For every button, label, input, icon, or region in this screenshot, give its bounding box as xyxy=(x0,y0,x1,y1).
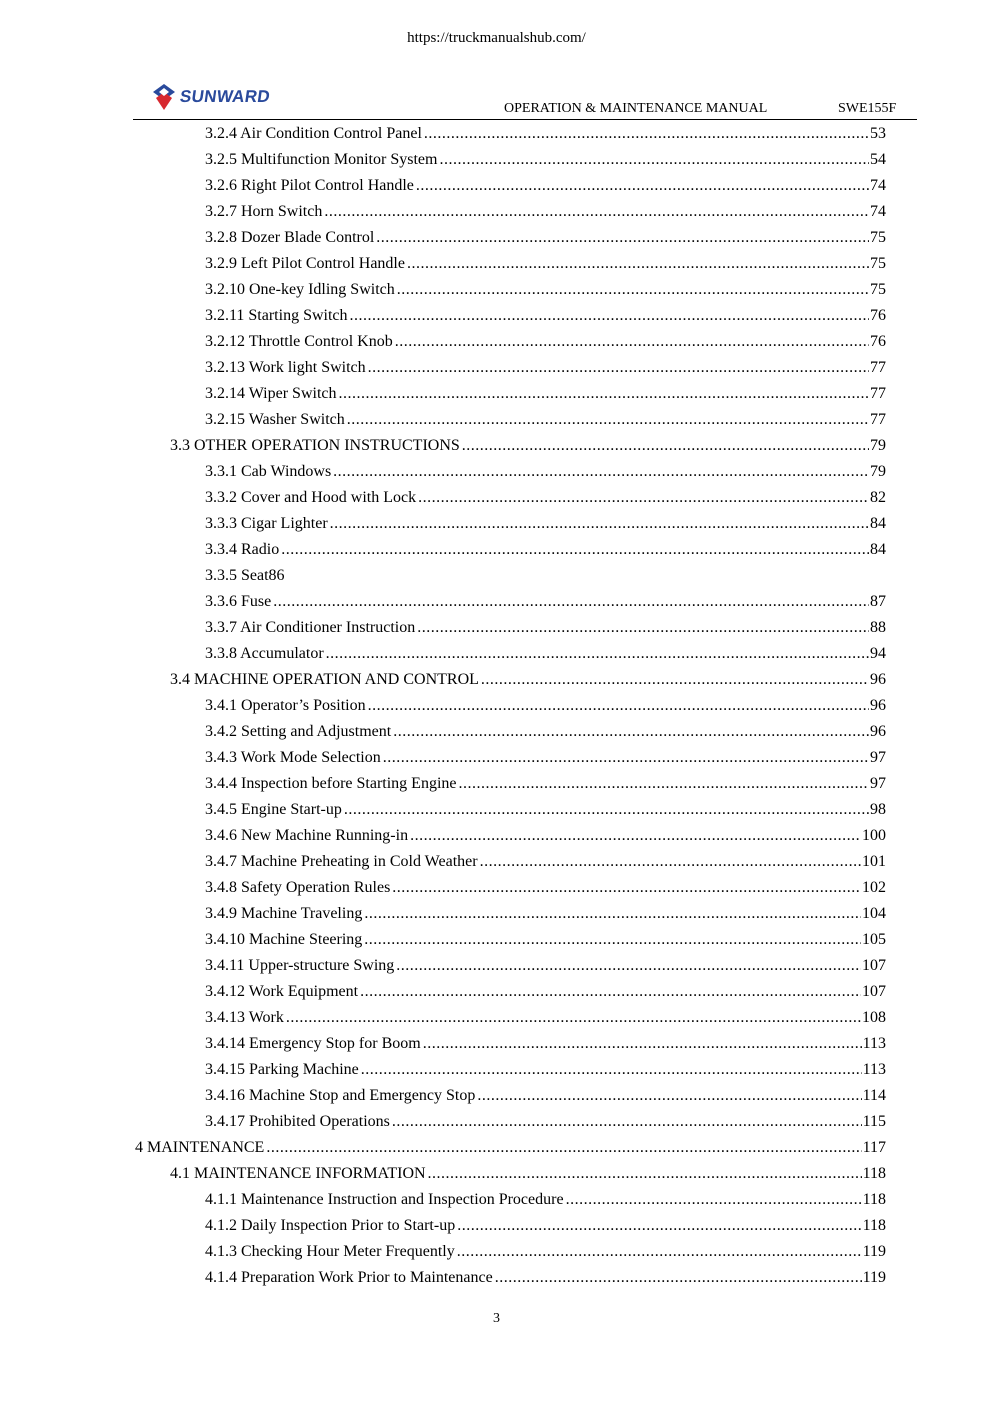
toc-entry[interactable] xyxy=(0,121,993,147)
toc-entry-page: 79 xyxy=(870,437,886,454)
toc-entry-title: 3.4.6 New Machine Running-in xyxy=(205,827,409,844)
toc-entry-title: 3.2.14 Wiper Switch xyxy=(205,385,337,402)
toc-dot-leader xyxy=(344,797,869,823)
toc-dot-leader xyxy=(397,277,869,303)
toc-entry-title: 3.4.5 Engine Start-up xyxy=(205,801,342,818)
toc-entry[interactable] xyxy=(0,615,993,641)
toc-entry-title: 3.3.2 Cover and Hood with Lock xyxy=(205,489,417,506)
toc-entry-page: 113 xyxy=(862,1035,886,1052)
toc-entry-page: 101 xyxy=(862,853,886,870)
toc-entry-page: 76 xyxy=(870,307,886,324)
toc-entry-page: 98 xyxy=(870,801,886,818)
toc-dot-leader xyxy=(459,771,870,797)
toc-entry-title: 3.2.7 Horn Switch xyxy=(205,203,323,220)
toc-dot-leader xyxy=(324,199,869,225)
toc-dot-leader xyxy=(392,1109,862,1135)
toc-entry[interactable] xyxy=(0,563,993,589)
toc-entry[interactable] xyxy=(0,823,993,849)
toc-entry[interactable] xyxy=(0,1083,993,1109)
toc-dot-leader xyxy=(339,381,870,407)
toc-entry[interactable] xyxy=(0,1031,993,1057)
model-number: SWE155F xyxy=(838,101,897,116)
toc-dot-leader xyxy=(416,173,869,199)
toc-entry-page: 54 xyxy=(870,151,886,168)
toc-dot-leader xyxy=(333,459,869,485)
toc-entry[interactable] xyxy=(0,589,993,615)
toc-entry[interactable] xyxy=(0,277,993,303)
toc-entry-title: 4.1.2 Daily Inspection Prior to Start-up xyxy=(205,1217,456,1234)
toc-entry[interactable] xyxy=(0,745,993,771)
toc-entry-page: 104 xyxy=(862,905,886,922)
toc-entry[interactable] xyxy=(0,875,993,901)
sunward-logo xyxy=(152,82,270,112)
toc-entry-title: 3.2.10 One-key Idling Switch xyxy=(205,281,395,298)
toc-dot-leader xyxy=(273,589,869,615)
toc-entry-title: 3.3.4 Radio xyxy=(205,541,280,558)
toc-entry[interactable] xyxy=(0,641,993,667)
toc-dot-leader xyxy=(350,303,869,329)
toc-entry-title: 3.3.8 Accumulator xyxy=(205,645,324,662)
toc-entry-title: 3.3.7 Air Conditioner Instruction xyxy=(205,619,416,636)
toc-entry-page: 119 xyxy=(862,1269,886,1286)
toc-entry-title: 4.1.1 Maintenance Instruction and Inspection Procedure xyxy=(205,1191,564,1208)
toc-entry-title: 4.1 MAINTENANCE INFORMATION xyxy=(170,1165,426,1182)
toc-dot-leader xyxy=(477,1083,861,1109)
toc-dot-leader xyxy=(347,407,869,433)
toc-entry[interactable] xyxy=(0,303,993,329)
toc-dot-leader xyxy=(566,1187,862,1213)
toc-entry-title: 3.4.9 Machine Traveling xyxy=(205,905,363,922)
toc-entry-title: 4.1.3 Checking Hour Meter Frequently xyxy=(205,1243,455,1260)
toc-entry-page: 97 xyxy=(870,775,886,792)
sunward-emblem-icon xyxy=(152,83,176,111)
toc-entry-page: 53 xyxy=(870,125,886,142)
toc-dot-leader xyxy=(360,979,861,1005)
toc-dot-leader xyxy=(326,641,869,667)
toc-entry[interactable] xyxy=(0,1109,993,1135)
toc-entry-page: 118 xyxy=(862,1165,886,1182)
toc-dot-leader xyxy=(368,693,869,719)
table-of-contents xyxy=(0,121,993,1291)
toc-entry-title: 3.2.12 Throttle Control Knob xyxy=(205,333,393,350)
source-url: https://truckmanualshub.com/ xyxy=(407,30,586,46)
toc-entry[interactable] xyxy=(0,1239,993,1265)
toc-entry-page: 84 xyxy=(870,515,886,532)
toc-dot-leader xyxy=(364,927,861,953)
toc-entry[interactable] xyxy=(0,459,993,485)
toc-entry[interactable] xyxy=(0,355,993,381)
toc-dot-leader xyxy=(286,1005,861,1031)
toc-entry-page: 115 xyxy=(862,1113,886,1130)
page-number: 3 xyxy=(493,1311,500,1326)
toc-entry-page: 100 xyxy=(862,827,886,844)
toc-entry-page: 74 xyxy=(870,177,886,194)
toc-entry-title: 3.4.2 Setting and Adjustment xyxy=(205,723,392,740)
toc-entry[interactable] xyxy=(0,329,993,355)
toc-entry-page: 96 xyxy=(870,671,886,688)
toc-entry-page: 74 xyxy=(870,203,886,220)
toc-dot-leader xyxy=(368,355,869,381)
toc-entry-page: 114 xyxy=(862,1087,886,1104)
toc-entry[interactable] xyxy=(0,693,993,719)
toc-entry[interactable] xyxy=(0,225,993,251)
toc-entry-title: 3.4.3 Work Mode Selection xyxy=(205,749,381,766)
toc-entry-title: 3.4.14 Emergency Stop for Boom xyxy=(205,1035,421,1052)
toc-dot-leader xyxy=(481,667,869,693)
toc-entry[interactable] xyxy=(0,433,993,459)
toc-dot-leader xyxy=(428,1161,862,1187)
toc-dot-leader xyxy=(376,225,869,251)
toc-entry-page: 79 xyxy=(870,463,886,480)
toc-entry-title: 3.2.4 Air Condition Control Panel xyxy=(205,125,422,142)
toc-entry-title: 3.3 OTHER OPERATION INSTRUCTIONS xyxy=(170,437,460,454)
toc-entry-title: 3.4.4 Inspection before Starting Engine xyxy=(205,775,457,792)
toc-entry-page: 77 xyxy=(870,385,886,402)
toc-dot-leader xyxy=(407,251,869,277)
toc-entry-title: 3.2.15 Washer Switch xyxy=(205,411,345,428)
toc-entry[interactable] xyxy=(0,147,993,173)
toc-entry-title: 3.4.11 Upper-structure Swing xyxy=(205,957,395,974)
toc-entry[interactable] xyxy=(0,1213,993,1239)
toc-dot-leader xyxy=(330,511,869,537)
toc-entry-page: 77 xyxy=(870,359,886,376)
toc-entry-title: 3.4.16 Machine Stop and Emergency Stop xyxy=(205,1087,476,1104)
toc-entry-title: 3.3.1 Cab Windows xyxy=(205,463,332,480)
toc-dot-leader xyxy=(495,1265,862,1291)
toc-entry[interactable] xyxy=(0,979,993,1005)
toc-entry[interactable] xyxy=(0,1135,993,1161)
toc-dot-leader xyxy=(281,537,869,563)
toc-entry-title: 3.4.13 Work xyxy=(205,1009,284,1026)
toc-entry-page: 102 xyxy=(862,879,886,896)
toc-dot-leader xyxy=(424,121,869,147)
toc-entry[interactable] xyxy=(0,381,993,407)
toc-dot-leader xyxy=(361,1057,862,1083)
toc-entry[interactable] xyxy=(0,251,993,277)
toc-dot-leader xyxy=(480,849,861,875)
toc-entry-title: 3.4.15 Parking Machine xyxy=(205,1061,359,1078)
toc-entry[interactable] xyxy=(0,511,993,537)
toc-dot-leader xyxy=(418,485,869,511)
toc-entry-page: 97 xyxy=(870,749,886,766)
toc-entry[interactable] xyxy=(0,173,993,199)
toc-entry-page: 75 xyxy=(870,255,886,272)
toc-dot-leader xyxy=(417,615,869,641)
toc-entry-title: 3.2.11 Starting Switch xyxy=(205,307,348,324)
toc-entry-title: 3.3.6 Fuse xyxy=(205,593,272,610)
toc-entry-title: 3.2.9 Left Pilot Control Handle xyxy=(205,255,405,272)
toc-entry-title: 3.2.13 Work light Switch xyxy=(205,359,366,376)
toc-entry-title: 3.4.10 Machine Steering xyxy=(205,931,363,948)
toc-entry-title: 3.4 MACHINE OPERATION AND CONTROL xyxy=(170,671,479,688)
toc-entry-page: 113 xyxy=(862,1061,886,1078)
toc-entry-page: 119 xyxy=(862,1243,886,1260)
toc-entry[interactable] xyxy=(0,1265,993,1291)
toc-dot-leader xyxy=(266,1135,861,1161)
toc-entry-title: 3.3.5 Seat86 xyxy=(205,567,285,584)
toc-entry[interactable] xyxy=(0,719,993,745)
toc-dot-leader xyxy=(393,719,869,745)
toc-dot-leader xyxy=(457,1239,862,1265)
toc-dot-leader xyxy=(410,823,861,849)
toc-dot-leader xyxy=(439,147,869,173)
toc-entry-page: 107 xyxy=(862,983,886,1000)
toc-entry-page: 105 xyxy=(862,931,886,948)
toc-entry-title: 4 MAINTENANCE xyxy=(135,1139,265,1156)
toc-entry-title: 3.4.17 Prohibited Operations xyxy=(205,1113,390,1130)
toc-entry-page: 117 xyxy=(862,1139,886,1156)
toc-entry-title: 3.4.7 Machine Preheating in Cold Weather xyxy=(205,853,478,870)
toc-entry[interactable] xyxy=(0,1187,993,1213)
toc-entry[interactable] xyxy=(0,537,993,563)
toc-entry-title: 3.4.8 Safety Operation Rules xyxy=(205,879,391,896)
toc-dot-leader xyxy=(392,875,861,901)
toc-dot-leader xyxy=(396,953,861,979)
toc-entry-page: 77 xyxy=(870,411,886,428)
toc-entry-page: 107 xyxy=(862,957,886,974)
toc-entry-title: 3.2.5 Multifunction Monitor System xyxy=(205,151,438,168)
toc-entry[interactable] xyxy=(0,199,993,225)
toc-entry-page: 108 xyxy=(862,1009,886,1026)
manual-title: OPERATION & MAINTENANCE MANUAL xyxy=(504,101,768,116)
header-divider xyxy=(133,119,917,120)
toc-entry-title: 3.2.8 Dozer Blade Control xyxy=(205,229,375,246)
toc-entry[interactable] xyxy=(0,485,993,511)
toc-dot-leader xyxy=(383,745,869,771)
toc-entry-page: 96 xyxy=(870,723,886,740)
toc-entry-page: 94 xyxy=(870,645,886,662)
toc-entry-page: 88 xyxy=(870,619,886,636)
toc-entry-page: 82 xyxy=(870,489,886,506)
toc-dot-leader xyxy=(462,433,869,459)
toc-entry-page: 75 xyxy=(870,229,886,246)
toc-dot-leader xyxy=(395,329,869,355)
logo-wordmark: SUNWARD xyxy=(178,87,272,106)
toc-entry[interactable] xyxy=(0,953,993,979)
toc-dot-leader xyxy=(423,1031,862,1057)
toc-entry[interactable] xyxy=(0,1057,993,1083)
toc-entry[interactable] xyxy=(0,407,993,433)
toc-entry[interactable] xyxy=(0,849,993,875)
toc-entry-page: 118 xyxy=(862,1217,886,1234)
toc-entry[interactable] xyxy=(0,797,993,823)
toc-entry[interactable] xyxy=(0,1005,993,1031)
toc-entry[interactable] xyxy=(0,1161,993,1187)
toc-entry-page: 76 xyxy=(870,333,886,350)
toc-entry[interactable] xyxy=(0,901,993,927)
toc-entry[interactable] xyxy=(0,667,993,693)
toc-entry-page: 118 xyxy=(862,1191,886,1208)
toc-entry-page: 96 xyxy=(870,697,886,714)
toc-entry-page: 75 xyxy=(870,281,886,298)
toc-dot-leader xyxy=(457,1213,861,1239)
toc-entry-title: 3.4.12 Work Equipment xyxy=(205,983,359,1000)
toc-entry-title: 3.2.6 Right Pilot Control Handle xyxy=(205,177,414,194)
toc-dot-leader xyxy=(364,901,861,927)
toc-entry[interactable] xyxy=(0,771,993,797)
toc-entry-page: 84 xyxy=(870,541,886,558)
toc-entry-page: 87 xyxy=(870,593,886,610)
toc-entry-title: 4.1.4 Preparation Work Prior to Maintenance xyxy=(205,1269,493,1286)
toc-entry[interactable] xyxy=(0,927,993,953)
toc-entry-title: 3.3.3 Cigar Lighter xyxy=(205,515,328,532)
toc-entry-title: 3.4.1 Operator’s Position xyxy=(205,697,366,714)
